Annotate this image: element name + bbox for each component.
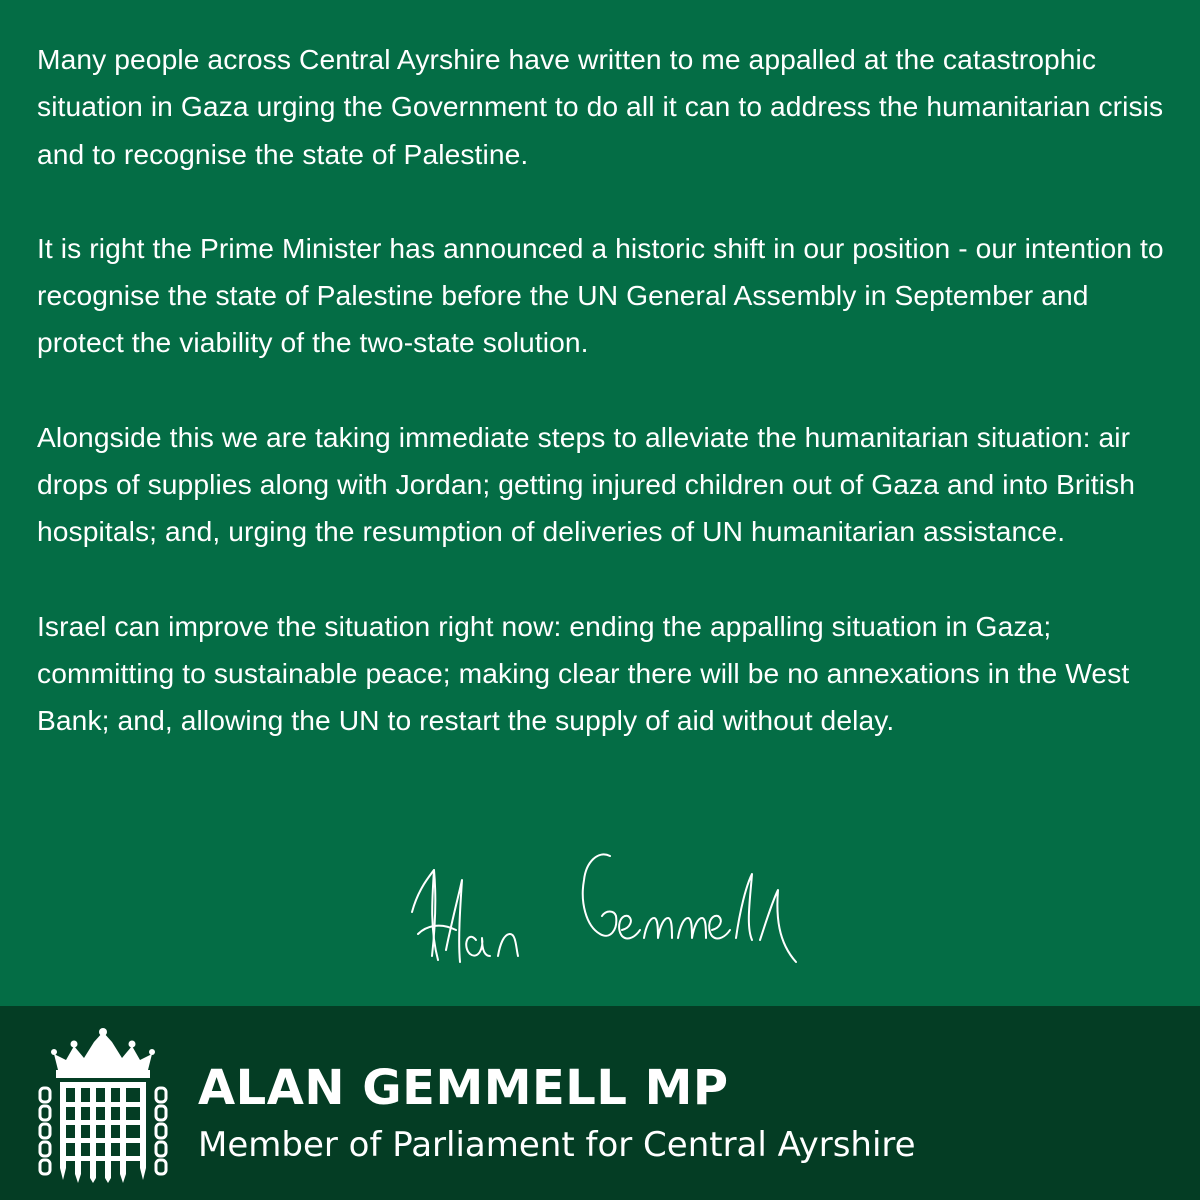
portcullis-icon [38,1028,168,1183]
mp-name: ALAN GEMMELL MP [198,1060,729,1116]
paragraph-constituents: Many people across Central Ayrshire have written to me appalled at the catastrophic situation in Gaza urging the Government to do all it can to address the humanitarian crisis and to recognise the state of Palestine. [37,43,1164,170]
paragraph-recognition: It is right the Prime Minister has announced a historic shift in our position - our intention to recognise the state of Palestine before the UN General Assembly in September and protect the viability of the two-state solution. [37,231,1164,359]
paragraph-israel: Israel can improve the situation right now: ending the appalling situation in Gaza; committing to sustainable peace; making clear there will be no annexations in the West Bank; and, allowing the UN to restart the supply of aid without delay. [37,609,1130,737]
paragraph-immediate-steps: Alongside this we are taking immediate steps to alleviate the humanitarian situation: air drops of supplies along with Jordan; getting injured children out of Gaza and into British hospitals; and, urging the resumption of deliveries of UN humanitarian assistance. [37,420,1136,548]
signature [400,830,820,990]
mp-role: Member of Parliament for Central Ayrshire [198,1125,916,1165]
letter-body [37,36,1167,792]
footer-banner [0,1006,1200,1200]
